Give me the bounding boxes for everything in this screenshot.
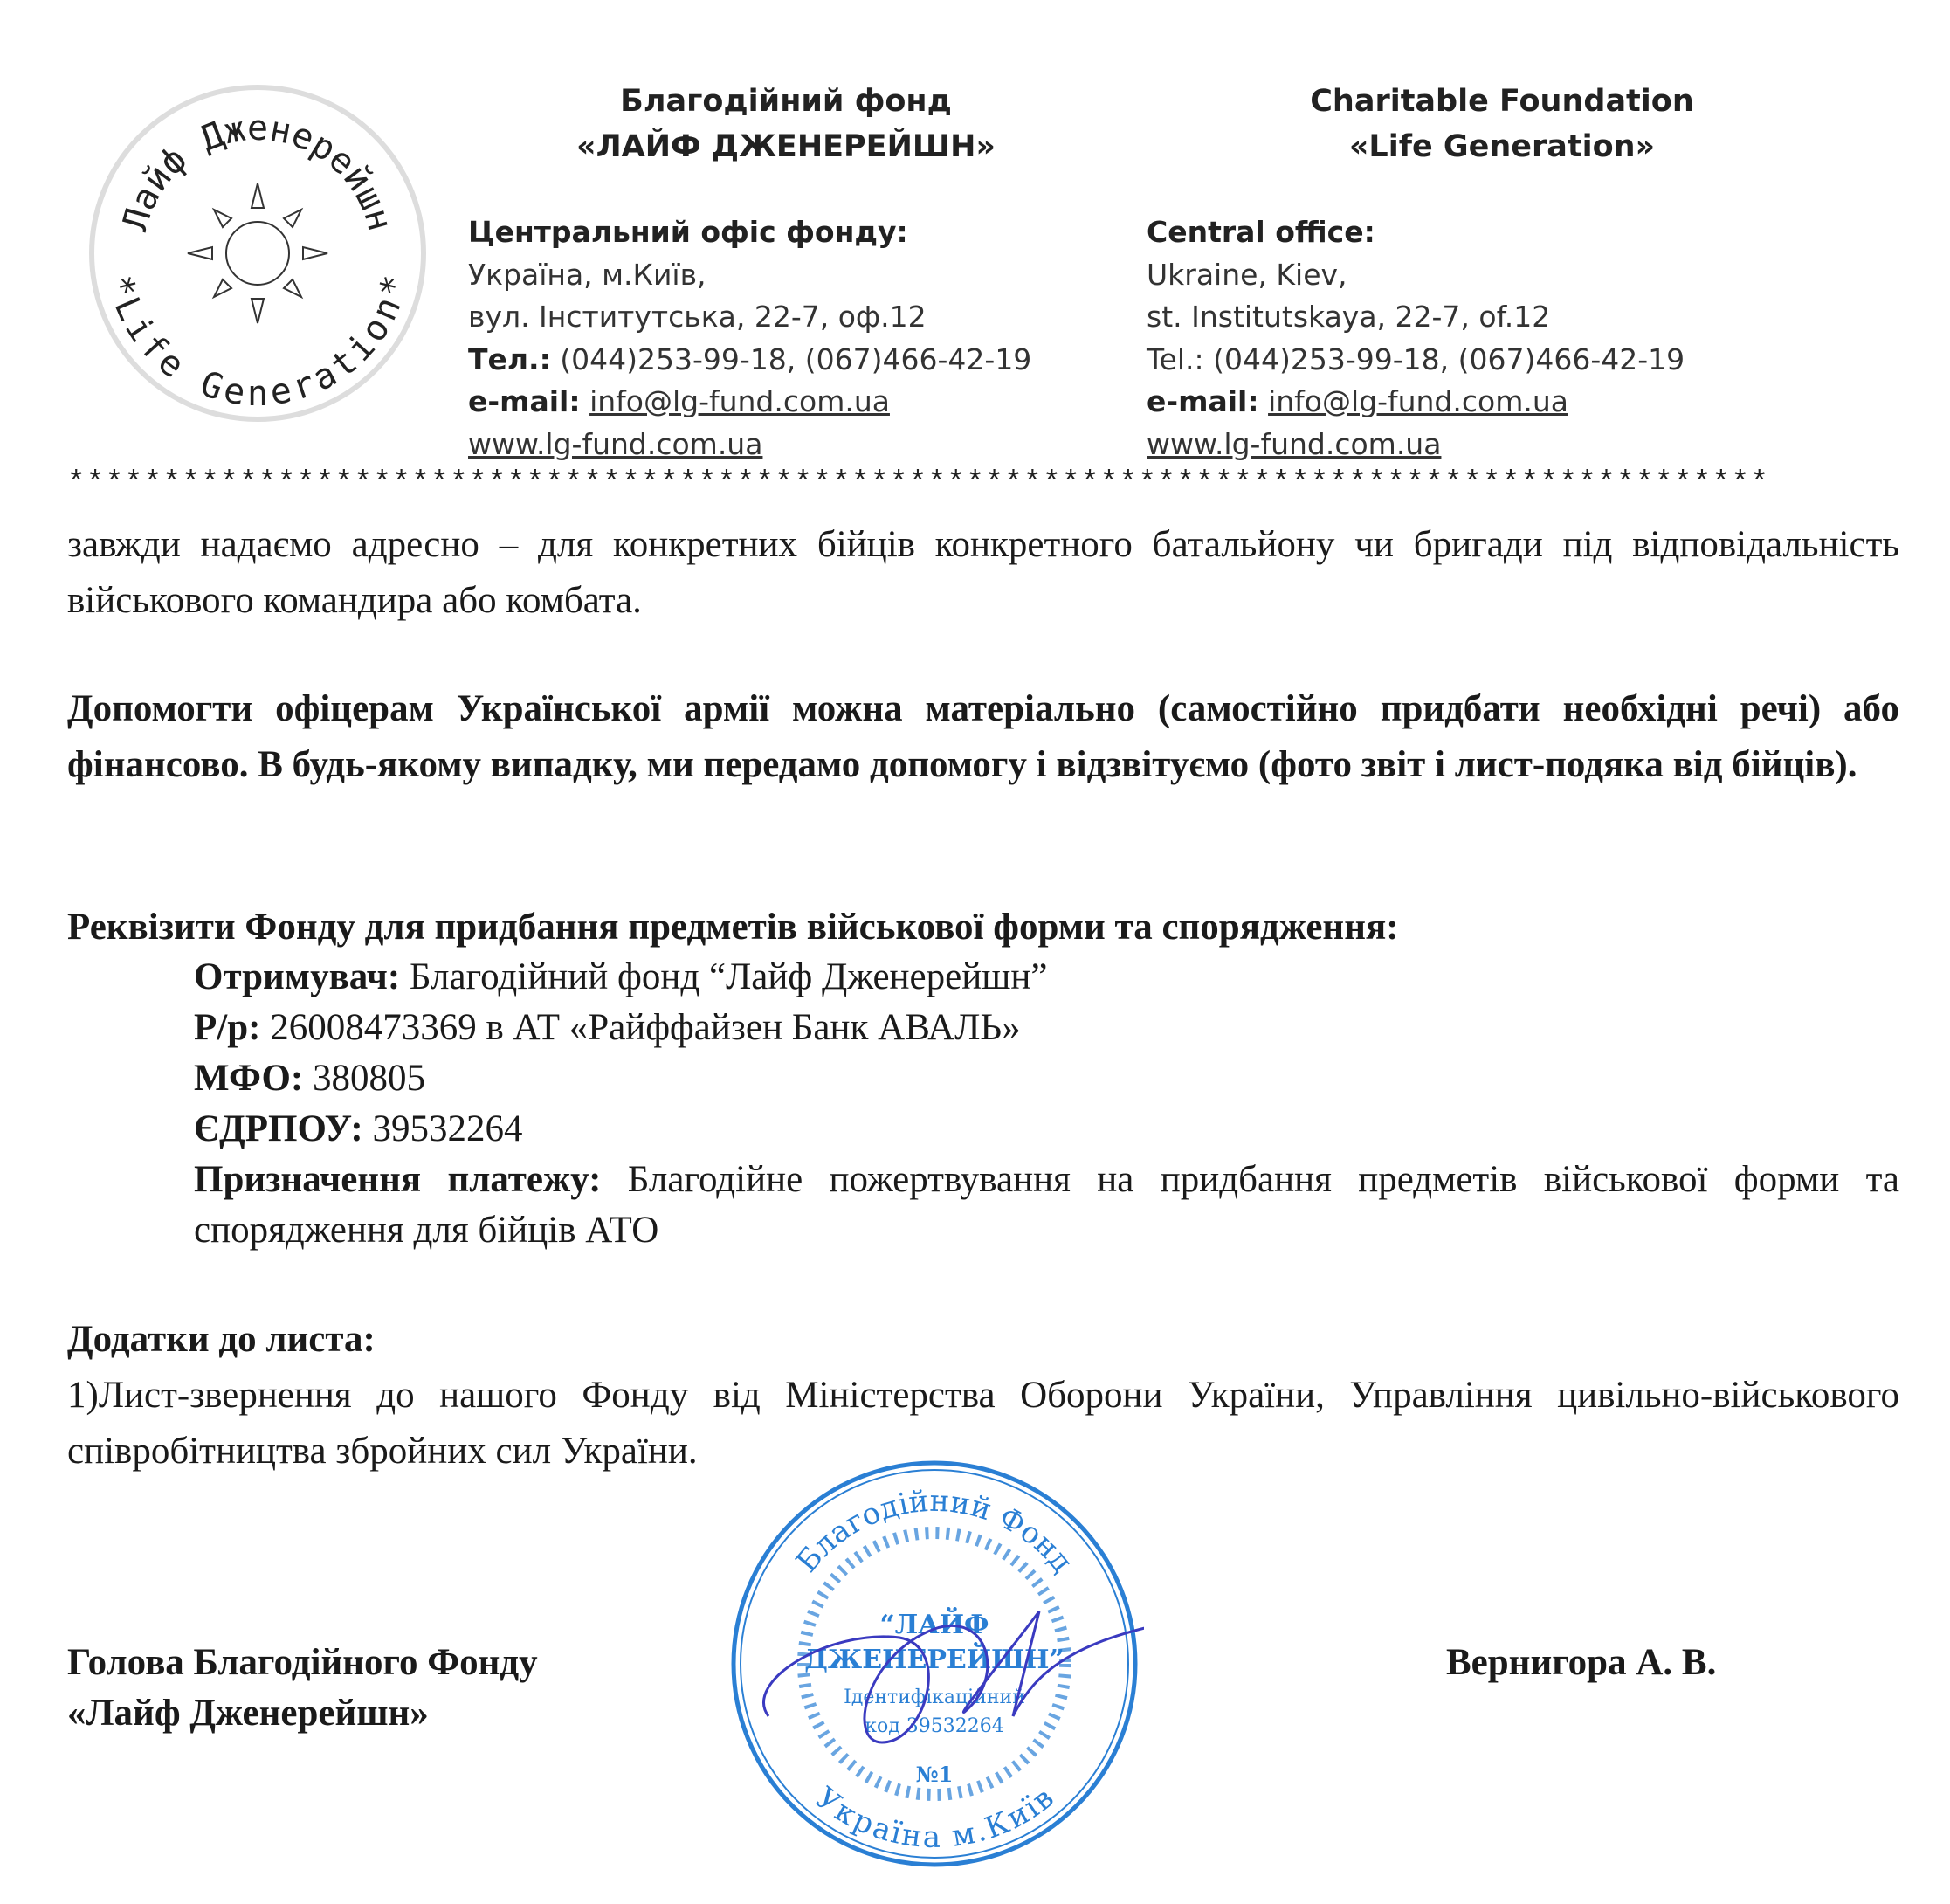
paragraph-1: завжди надаємо адресно – для конкретних бійців конкретного батальйону чи бригади під відповідальність військового командира або комбата. (67, 524, 1899, 621)
en-office-block (1147, 211, 1685, 466)
stamp-number: №1 (915, 1762, 954, 1787)
en-office-heading: Central office: (1147, 215, 1375, 249)
stamp-code-1: Ідентифікаційний (844, 1687, 1025, 1708)
mfo-label: МФО: (194, 1058, 304, 1099)
ua-website-link[interactable]: www.lg-fund.com.ua (468, 426, 763, 461)
en-title-line2: «Life Generation» (1348, 129, 1656, 164)
en-title-line1: Charitable Foundation (1310, 84, 1694, 119)
signatory-title-line1: Голова Благодійного Фонду (67, 1642, 538, 1683)
logo-bottom-text: *Life Generation* (99, 272, 417, 414)
ua-address-line2: вул. Інститутська, 22-7, оф.12 (468, 300, 927, 334)
ua-tel-label: Тел.: (468, 341, 551, 376)
attachments-heading: Додатки до листа: (67, 1319, 376, 1360)
ua-title (524, 79, 1048, 169)
edrpou-label: ЄДРПОУ: (194, 1108, 363, 1149)
ua-office-heading: Центральний офіс фонду: (468, 215, 908, 249)
foundation-logo (83, 79, 432, 428)
signatory-name: Вернигора А. В. (1446, 1642, 1717, 1683)
en-address-line1: Ukraine, Kiev, (1147, 257, 1347, 292)
ua-title-line1: Благодійний фонд (620, 84, 952, 119)
en-title (1240, 79, 1764, 169)
svg-text:Лайф Дженерейшн (115, 108, 400, 235)
stamp-name-1: “ЛАЙФ (879, 1610, 989, 1640)
sun-icon (188, 183, 327, 323)
requisites-block (194, 952, 1899, 1256)
account-label: Р/р: (194, 1007, 261, 1048)
stamp-code-2: код 39532264 (865, 1715, 1004, 1737)
edrpou-value: 39532264 (362, 1108, 523, 1149)
mfo-value: 380805 (303, 1058, 425, 1099)
ua-email-link[interactable]: info@lg-fund.com.ua (589, 384, 890, 418)
ua-tel: (044)253-99-18, (067)466-42-19 (550, 341, 1032, 376)
signatory-title (67, 1638, 538, 1739)
stamp-ring-text: Благодійний Фонд (789, 1483, 1080, 1580)
official-stamp (725, 1454, 1144, 1873)
purpose-value: Благодійне пожертвування на придбання предметів військової форми та спорядження для бійців АТО (194, 1159, 1899, 1251)
ua-title-line2: «ЛАЙФ ДЖЕНЕРЕЙШН» (575, 129, 996, 164)
stamp-bottom-text: Україна м.Київ (809, 1780, 1061, 1855)
separator-line: ***************************************************************************************** (67, 467, 1770, 500)
en-email-label: e-mail: (1147, 384, 1259, 418)
svg-text:*Life Generation* (100, 272, 417, 414)
account-value: 26008473369 в АТ «Райффайзен Банк АВАЛЬ» (260, 1007, 1021, 1048)
en-website-link[interactable]: www.lg-fund.com.ua (1147, 426, 1442, 461)
attachment-1: 1)Лист-звернення до нашого Фонду від Міністерства Оборони України, Управління цивільно-військового співробітництва збройних сил України. (67, 1375, 1899, 1472)
en-address-line2: st. Institutskaya, 22-7, of.12 (1147, 300, 1551, 334)
paragraph-2: Допомогти офіцерам Української армії можна матеріально (самостійно придбати необхідні речі) або фінансово. В будь-якому випадку, ми передамо допомогу і відзвітуємо (фото звіт і лист-подяка від бійців). (67, 688, 1899, 785)
recipient-value: Благодійний фонд “Лайф Дженерейшн” (400, 956, 1048, 997)
en-tel: Tel.: (044)253-99-18, (067)466-42-19 (1147, 341, 1685, 376)
stamp-name-2: ДЖЕНЕРЕЙШН” (804, 1645, 1065, 1675)
signatory-title-line2: «Лайф Дженерейшн» (67, 1693, 429, 1734)
ua-address-line1: Україна, м.Київ, (468, 257, 706, 292)
purpose-label: Призначення платежу: (194, 1159, 602, 1200)
recipient-label: Отримувач: (194, 956, 401, 997)
en-email-link[interactable]: info@lg-fund.com.ua (1268, 384, 1568, 418)
requisites-heading: Реквізити Фонду для придбання предметів військової форми та спорядження: (67, 907, 1399, 948)
ua-email-label: e-mail: (468, 384, 581, 418)
logo-top-text: Лайф Дженерейшн (114, 108, 401, 236)
ua-office-block (468, 211, 1031, 466)
